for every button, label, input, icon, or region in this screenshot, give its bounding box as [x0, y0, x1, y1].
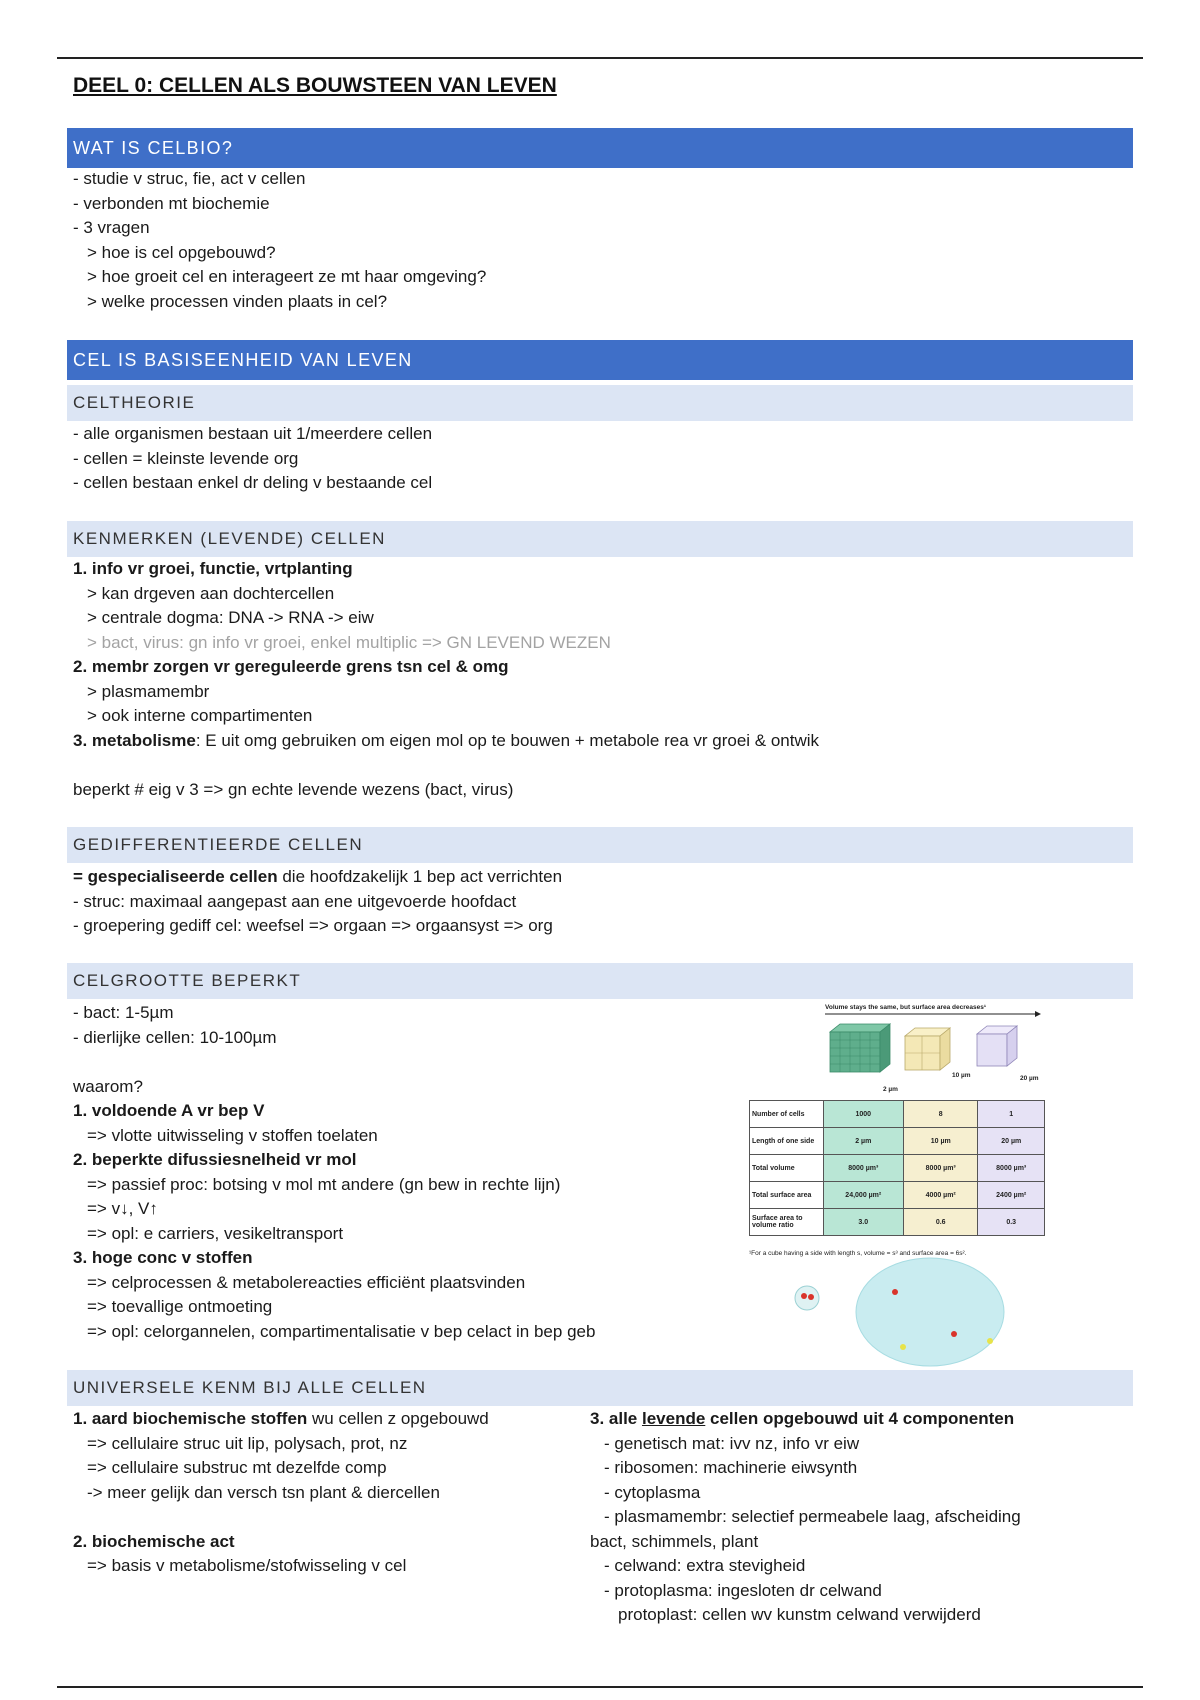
list-item: - groepering gediff cel: weefsel => orgaan => orgaansyst => org: [73, 916, 553, 935]
list-item: => celprocessen & metabolereacties efficiënt plaatsvinden: [87, 1272, 526, 1292]
table-cell: 1: [978, 1101, 1045, 1128]
list-item: [73, 729, 819, 754]
list-item: protoplast: cellen wv kunstm celwand verwijderd: [618, 1605, 981, 1624]
table-cell: 24,000 µm²: [823, 1182, 903, 1209]
kenmerken-content: [73, 557, 819, 802]
list-item: - verbonden mt biochemie: [73, 193, 270, 213]
surface-volume-table: [749, 1100, 1045, 1236]
list-item: > hoe is cel opgebouwd?: [87, 242, 276, 262]
universele-right-column: [590, 1407, 1021, 1628]
table-cell: 8000 µm³: [823, 1155, 903, 1182]
arrow-head: [1035, 1011, 1041, 1017]
list-item: => v↓, V↑: [87, 1199, 158, 1218]
list-item: 2. beperkte difussiesnelheid vr mol: [73, 1150, 357, 1169]
list-item: => passief proc: botsing v mol mt andere (gn bew in rechte lijn): [87, 1174, 561, 1194]
table-row: [750, 1101, 1045, 1128]
list-item: > bact, virus: gn info vr groei, enkel multiplic => GN LEVEND WEZEN: [87, 632, 611, 652]
list-item: => opl: celorgannelen, compartimentalisatie v bep celact in bep geb: [87, 1321, 596, 1341]
cube-1: [977, 1026, 1017, 1066]
subsection-header-gedifferentieerde: GEDIFFERENTIEERDE CELLEN: [67, 827, 1133, 863]
heading-underlined: levende: [641, 1409, 706, 1428]
heading-part: 3. alle: [590, 1409, 642, 1428]
universele-left-column: [73, 1407, 489, 1579]
cube-1000: [830, 1024, 890, 1072]
cube-8: [905, 1028, 950, 1070]
list-item: > centrale dogma: DNA -> RNA -> eiw: [87, 608, 374, 627]
figure-caption-top: Volume stays the same, but surface area decreases¹: [825, 1004, 987, 1011]
wat-is-celbio-content: [73, 167, 486, 314]
surface-volume-figure: [745, 1000, 1045, 1370]
subsection-header-celtheorie: CELTHEORIE: [67, 385, 1133, 421]
list-item: > plasmamembr: [87, 681, 210, 701]
definition: : E uit omg gebruiken om eigen mol op te bouwen + metabole rea vr groei & ontwik: [195, 730, 820, 750]
list-item: -> meer gelijk dan versch tsn plant & diercellen: [87, 1482, 440, 1502]
large-cell-icon: [856, 1258, 1004, 1366]
term: 3. metabolisme: [73, 730, 196, 750]
list-item: => cellulaire substruc mt dezelfde comp: [87, 1458, 387, 1477]
list-item: - plasmamembr: selectief permeabele laag, afscheiding: [604, 1507, 1021, 1526]
list-item: - cellen bestaan enkel dr deling v bestaande cel: [73, 473, 433, 492]
list-item: > hoe groeit cel en interageert ze mt haar omgeving?: [87, 267, 487, 286]
table-row: [750, 1128, 1045, 1155]
section-header-cel-basis: CEL IS BASISEENHEID VAN LEVEN: [67, 340, 1133, 380]
heading-part: cellen opgebouwd uit 4 componenten: [705, 1409, 1015, 1428]
table-cell: 4000 µm²: [904, 1182, 978, 1209]
row-label: Surface area to volume ratio: [750, 1209, 824, 1236]
list-item: bact, schimmels, plant: [590, 1531, 759, 1551]
list-item: - 3 vragen: [73, 218, 150, 237]
table-cell: 8000 µm³: [904, 1155, 978, 1182]
page-title: DEEL 0: CELLEN ALS BOUWSTEEN VAN LEVEN: [73, 74, 557, 97]
list-item: - genetisch mat: ivv nz, info vr eiw: [604, 1433, 860, 1453]
list-item: 2. biochemische act: [73, 1531, 235, 1551]
molecule-dot: [808, 1294, 814, 1300]
list-item: - ribosomen: machinerie eiwsynth: [604, 1458, 858, 1477]
molecule-dot: [892, 1289, 898, 1295]
table-cell: 0.3: [978, 1209, 1045, 1236]
gedifferentieerde-content: [73, 865, 562, 939]
top-rule: [57, 57, 1143, 59]
table-cell: 3.0: [823, 1209, 903, 1236]
molecule-dot: [900, 1344, 906, 1350]
list-item: => opl: e carriers, vesikeltransport: [87, 1223, 344, 1243]
molecule-dot: [801, 1293, 807, 1299]
list-item: [590, 1407, 1021, 1432]
definition: die hoofdzakelijk 1 bep act verrichten: [277, 867, 563, 886]
label-20um: 20 µm: [1020, 1075, 1039, 1082]
list-item: [73, 865, 562, 890]
label-10um: 10 µm: [952, 1072, 971, 1079]
list-item: 1. voldoende A vr bep V: [73, 1101, 265, 1120]
table-cell: 8000 µm³: [978, 1155, 1045, 1182]
subsection-header-kenmerken: KENMERKEN (LEVENDE) CELLEN: [67, 521, 1133, 557]
list-item: - cytoplasma: [604, 1482, 701, 1502]
row-label: Length of one side: [750, 1128, 824, 1155]
list-item: => toevallige ontmoeting: [87, 1297, 273, 1316]
list-item: 3. hoge conc v stoffen: [73, 1248, 253, 1267]
list-item: => cellulaire struc uit lip, polysach, prot, nz: [87, 1433, 408, 1453]
section-header-wat-is-celbio: WAT IS CELBIO?: [67, 128, 1133, 168]
table-cell: 20 µm: [978, 1128, 1045, 1155]
row-label: Total volume: [750, 1155, 824, 1182]
term: 1. aard biochemische stoffen: [73, 1409, 308, 1428]
list-item: > kan drgeven aan dochtercellen: [87, 583, 335, 603]
list-item: => basis v metabolisme/stofwisseling v cel: [87, 1556, 407, 1575]
definition: wu cellen z opgebouwd: [307, 1409, 489, 1428]
list-item: beperkt # eig v 3 => gn echte levende wezens (bact, virus): [73, 779, 514, 799]
list-item: - celwand: extra stevigheid: [604, 1556, 806, 1575]
row-label: Total surface area: [750, 1182, 824, 1209]
table-row: [750, 1209, 1045, 1236]
table-cell: 2 µm: [823, 1128, 903, 1155]
celgrootte-content: [73, 1001, 595, 1344]
list-item: - cellen = kleinste levende org: [73, 448, 299, 468]
table-cell: 0.6: [904, 1209, 978, 1236]
list-item: - protoplasma: ingesloten dr celwand: [604, 1580, 882, 1600]
list-item: - studie v struc, fie, act v cellen: [73, 169, 306, 188]
subsection-header-celgrootte: CELGROOTTE BEPERKT: [67, 963, 1133, 999]
table-row: [750, 1182, 1045, 1209]
subsection-header-universele: UNIVERSELE KENM BIJ ALLE CELLEN: [67, 1370, 1133, 1406]
list-item: 2. membr zorgen vr gereguleerde grens tsn cel & omg: [73, 657, 509, 676]
list-item: [73, 1407, 489, 1432]
label-2um: 2 µm: [883, 1086, 898, 1093]
list-item: - alle organismen bestaan uit 1/meerdere cellen: [73, 424, 433, 443]
list-item: 1. info vr groei, functie, vrtplanting: [73, 559, 353, 578]
term: = gespecialiseerde cellen: [73, 867, 278, 886]
table-cell: 2400 µm²: [978, 1182, 1045, 1209]
table-cell: 1000: [823, 1101, 903, 1128]
list-item: - dierlijke cellen: 10-100µm: [73, 1027, 277, 1047]
list-item: > welke processen vinden plaats in cel?: [87, 291, 388, 311]
list-item: - bact: 1-5µm: [73, 1003, 174, 1022]
list-item: > ook interne compartimenten: [87, 706, 313, 725]
list-item: => vlotte uitwisseling v stoffen toelaten: [87, 1125, 378, 1145]
molecule-dot: [951, 1331, 957, 1337]
table-cell: 8: [904, 1101, 978, 1128]
molecule-dot: [987, 1338, 993, 1344]
row-label: Number of cells: [750, 1101, 824, 1128]
list-item: waarom?: [73, 1076, 143, 1096]
small-cell-icon: [795, 1286, 819, 1310]
figure-footnote: ¹For a cube having a side with length s, volume = s³ and surface area = 6s².: [749, 1250, 967, 1257]
table-row: [750, 1155, 1045, 1182]
bottom-rule: [57, 1686, 1143, 1688]
list-item: - struc: maximaal aangepast aan ene uitgevoerde hoofdact: [73, 891, 517, 911]
table-cell: 10 µm: [904, 1128, 978, 1155]
celtheorie-content: [73, 422, 432, 496]
